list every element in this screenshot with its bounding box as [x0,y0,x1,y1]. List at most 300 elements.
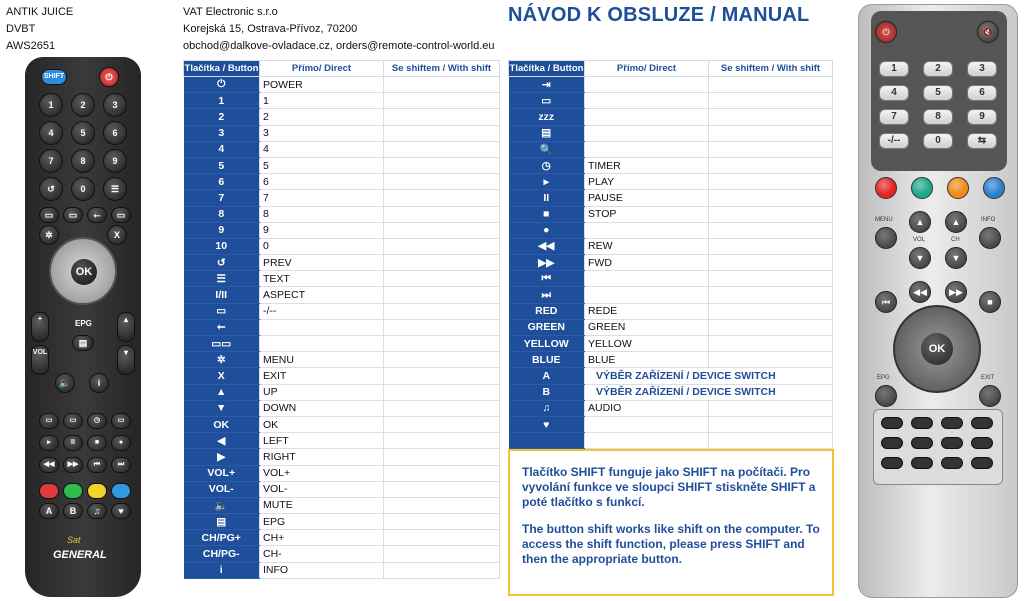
remote1-media-key[interactable]: ▭ [39,413,59,429]
shift-cell [384,93,500,109]
table-row [184,400,500,416]
button-cell: ⇥ [509,77,585,93]
remote1-key[interactable]: 2 [71,93,95,117]
button-cell: ▭▭ [184,336,260,352]
direct-cell: MUTE [260,497,384,513]
button-cell: 8 [184,206,260,222]
button-cell: ◀ [184,433,260,449]
button-cell: CH/PG+ [184,530,260,546]
remote2-key[interactable]: -/-- [879,133,909,149]
col-header-direct: Přímo/ Direct [260,61,384,77]
button-cell: VOL+ [184,465,260,481]
direct-cell: 2 [260,109,384,125]
remote1-func-button[interactable]: ▭ [111,207,131,223]
shift-cell [384,530,500,546]
shift-cell [709,222,833,238]
table-row [509,190,833,206]
direct-cell: AUDIO [585,400,709,416]
direct-cell: EPG [260,514,384,530]
remote2-ch-up[interactable]: ▲ [945,211,967,233]
table-row [509,368,833,384]
table-row [509,433,833,449]
button-cell: YELLOW [509,336,585,352]
shift-cell [384,287,500,303]
remote1-media-key[interactable]: ▶▶ [63,457,83,473]
table-row [184,319,500,335]
remote-antik-juice [25,57,141,597]
button-cell: 3 [184,125,260,141]
button-cell: ▼ [184,400,260,416]
button-cell: CH/PG- [184,546,260,562]
remote2-info-label: INFO [981,217,996,223]
direct-cell: 5 [260,157,384,173]
direct-cell: 6 [260,174,384,190]
shift-cell [709,109,833,125]
remote2-function-key[interactable] [881,437,903,449]
direct-cell: YELLOW [585,336,709,352]
direct-cell: 3 [260,125,384,141]
table-row [509,238,833,254]
table-row [184,287,500,303]
button-table-right [508,60,833,449]
table-row [509,93,833,109]
table-row [184,255,500,271]
remote2-power-button[interactable]: ⏻ [875,21,897,43]
button-cell: 9 [184,222,260,238]
remote2-prev-button[interactable]: ⏮ [875,291,897,313]
remote2-rew-button[interactable]: ◀◀ [909,281,931,303]
direct-cell: PAUSE [585,190,709,206]
direct-cell: 9 [260,222,384,238]
shift-cell [384,109,500,125]
col-header-shift: Se shiftem / With shift [384,61,500,77]
remote1-key[interactable]: ☰ [103,177,127,201]
remote1-key[interactable]: 3 [103,93,127,117]
remote2-mute-button[interactable]: 🔇 [977,21,999,43]
direct-cell: ASPECT [260,287,384,303]
shift-cell [384,416,500,432]
vendor-email: obchod@dalkove-ovladace.cz, orders@remote-control-world.eu [183,40,495,52]
remote1-key[interactable]: 5 [71,121,95,145]
vol-down-button[interactable]: VOL [31,345,49,375]
remote2-epg-button[interactable] [875,385,897,407]
table-row [184,93,500,109]
direct-cell: POWER [260,77,384,93]
button-cell: ▤ [184,514,260,530]
remote2-key[interactable]: 9 [967,109,997,125]
button-cell: i [184,562,260,578]
button-cell: ◀◀ [509,238,585,254]
shift-cell [384,336,500,352]
table-row [184,368,500,384]
remote2-key[interactable]: ⇆ [967,133,997,149]
shift-cell [709,303,833,319]
table-row [184,562,500,578]
table-row [184,433,500,449]
button-cell: ⭠ [184,319,260,335]
direct-cell: CH- [260,546,384,562]
remote2-color-key[interactable] [947,177,969,199]
table-row [509,336,833,352]
direct-cell: INFO [260,562,384,578]
shift-cell [709,206,833,222]
remote2-function-key[interactable] [881,457,903,469]
shift-cell [384,190,500,206]
direct-cell [585,93,709,109]
b-button[interactable]: B [63,503,83,519]
direct-cell: VÝBĚR ZAŘÍZENÍ / DEVICE SWITCH [585,384,833,400]
button-cell: ☰ [184,271,260,287]
table-row [184,206,500,222]
remote2-function-key[interactable] [971,417,993,429]
shift-cell [709,287,833,303]
shift-cell [384,125,500,141]
remote2-key[interactable]: 2 [923,61,953,77]
shift-cell [384,384,500,400]
table-row [184,465,500,481]
remote2-function-key[interactable] [971,457,993,469]
button-cell: ↺ [184,255,260,271]
remote1-color-key[interactable] [87,483,107,499]
remote2-vol-label: VOL [913,237,926,243]
remote1-key[interactable]: 8 [71,149,95,173]
table-row [509,287,833,303]
direct-cell: PLAY [585,174,709,190]
shift-cell [709,125,833,141]
shift-cell [709,93,833,109]
epg-button[interactable]: ▤ [72,335,94,351]
remote2-function-key[interactable] [911,457,933,469]
button-cell: 4 [184,141,260,157]
shift-cell [709,433,833,449]
button-cell: VOL- [184,481,260,497]
brand-logo: GENERAL [53,549,107,561]
remote2-menu-button[interactable] [875,227,897,249]
audio-button[interactable]: ♫ [87,503,107,519]
button-cell: ◷ [509,157,585,173]
table-row [184,109,500,125]
direct-cell [260,319,384,335]
direct-cell [585,77,709,93]
remote1-func-button[interactable]: ▭ [63,207,83,223]
col-header-button: Tlačítka / Button [184,61,260,77]
remote2-function-key[interactable] [941,417,963,429]
direct-cell [585,141,709,157]
table-row [184,546,500,562]
remote2-exit-label: EXIT [981,375,995,381]
table-row [509,319,833,335]
col-header-shift: Se shiftem / With shift [709,61,833,77]
shift-cell [709,77,833,93]
shift-cell [384,77,500,93]
direct-cell: -/-- [260,303,384,319]
table-row [184,303,500,319]
direct-cell: UP [260,384,384,400]
table-row [184,416,500,432]
table-row [509,400,833,416]
direct-cell: 7 [260,190,384,206]
remote1-media-key[interactable]: ◀◀ [39,457,59,473]
shift-cell [384,271,500,287]
remote2-info-button[interactable] [979,227,1001,249]
vendor-info [183,4,495,55]
button-cell: ▭ [184,303,260,319]
shift-cell [384,303,500,319]
button-cell: ● [509,222,585,238]
remote1-key[interactable]: ↺ [39,177,63,201]
table-row [509,157,833,173]
power-button[interactable]: ⏻ [99,67,119,87]
direct-cell: 8 [260,206,384,222]
remote1-media-key[interactable]: ⏭ [111,457,131,473]
button-cell: ▭ [509,93,585,109]
button-cell: A [509,368,585,384]
remote2-exit-button[interactable] [979,385,1001,407]
table-row [509,125,833,141]
model-info [6,4,73,55]
table-row [184,384,500,400]
shift-cell [709,141,833,157]
remote1-key[interactable]: 4 [39,121,63,145]
shift-cell [709,336,833,352]
remote1-func-button[interactable]: ▭ [39,207,59,223]
remote2-epg-label: EPG [877,375,890,381]
button-cell: ▸ [509,174,585,190]
button-cell: 🔍 [509,141,585,157]
favorite-button[interactable]: ♥ [111,503,131,519]
ch-down-button[interactable]: ▾ [117,345,135,375]
remote1-media-key[interactable]: ⏮ [87,457,107,473]
shift-cell [384,319,500,335]
shift-cell [384,368,500,384]
button-cell: B [509,384,585,400]
remote2-vol-down[interactable]: ▼ [909,247,931,269]
mute-button[interactable]: 🔈 [55,373,75,393]
direct-cell: TIMER [585,157,709,173]
remote1-color-key[interactable] [39,483,59,499]
remote2-ok-button[interactable]: OK [921,333,953,365]
remote1-key[interactable]: 0 [71,177,95,201]
table-row [509,416,833,432]
remote2-ch-down[interactable]: ▼ [945,247,967,269]
remote1-key[interactable]: 7 [39,149,63,173]
button-cell: zzz [509,109,585,125]
shift-cell [384,352,500,368]
button-cell: ▶ [184,449,260,465]
table-row [509,271,833,287]
button-cell: ▶▶ [509,255,585,271]
button-cell: OK [184,416,260,432]
remote2-key[interactable]: 5 [923,85,953,101]
table-row [509,352,833,368]
button-cell: 7 [184,190,260,206]
table-row [184,514,500,530]
shift-cell [384,497,500,513]
button-cell: ⏻ [184,77,260,93]
remote1-media-key[interactable]: ● [111,435,131,451]
shift-cell [709,190,833,206]
remote2-key[interactable]: 7 [879,109,909,125]
shift-cell [384,465,500,481]
table-row [509,303,833,319]
remote2-vol-up[interactable]: ▲ [909,211,931,233]
remote2-menu-label: MENU [875,217,893,223]
remote1-media-key[interactable]: ▭ [63,413,83,429]
shift-cell [384,546,500,562]
shift-cell [709,255,833,271]
table-row [184,271,500,287]
remote2-function-key[interactable] [941,457,963,469]
table-row [184,141,500,157]
table-row [184,530,500,546]
remote2-key[interactable]: 1 [879,61,909,77]
shift-cell [384,562,500,578]
table-row [509,77,833,93]
remote1-media-key[interactable]: II [63,435,83,451]
table-row [184,497,500,513]
direct-cell: VÝBĚR ZAŘÍZENÍ / DEVICE SWITCH [585,368,833,384]
direct-cell: PREV [260,255,384,271]
model-line-3: AWS2651 [6,40,56,52]
table-row [184,190,500,206]
table-row [509,141,833,157]
table-row [509,109,833,125]
remote1-color-key[interactable] [111,483,131,499]
a-button[interactable]: A [39,503,59,519]
remote2-color-key[interactable] [911,177,933,199]
direct-cell [585,433,709,449]
direct-cell: RIGHT [260,449,384,465]
shift-cell [384,481,500,497]
info-button[interactable]: i [89,373,109,393]
remote1-key[interactable]: 9 [103,149,127,173]
remote2-function-key[interactable] [911,417,933,429]
button-cell: GREEN [509,319,585,335]
vol-up-button[interactable]: + [31,312,49,342]
direct-cell: 0 [260,238,384,254]
direct-cell: MENU [260,352,384,368]
remote2-color-key[interactable] [983,177,1005,199]
model-line-1: ANTIK JUICE [6,6,74,18]
vendor-name: VAT Electronic s.r.o [183,6,278,18]
shift-cell [709,271,833,287]
shift-cell [384,400,500,416]
shift-cell [384,514,500,530]
button-cell: ♫ [509,400,585,416]
remote2-ch-label: CH [951,237,960,243]
note-english: The button shift works like shift on the computer. To access the shift function, please press SHIFT and then the appropriate button. [522,522,820,566]
remote2-function-key[interactable] [941,437,963,449]
direct-cell: LEFT [260,433,384,449]
shift-cell [709,157,833,173]
button-table-left [183,60,500,579]
remote2-key[interactable]: 6 [967,85,997,101]
shift-cell [709,400,833,416]
shift-cell [709,416,833,432]
remote2-key[interactable]: 4 [879,85,909,101]
button-cell: ✲ [184,352,260,368]
table-row [184,481,500,497]
remote1-func-button[interactable]: ⭠ [87,207,107,223]
menu-button[interactable]: ✲ [39,225,59,245]
page-title: NÁVOD K OBSLUZE / MANUAL [508,4,810,26]
direct-cell: GREEN [585,319,709,335]
vendor-address: Korejská 15, Ostrava-Přívoz, 70200 [183,23,358,35]
button-cell: ⏮ [509,271,585,287]
remote2-key[interactable]: 8 [923,109,953,125]
shift-cell [384,141,500,157]
button-cell: 5 [184,157,260,173]
remote2-stop-button[interactable]: ■ [979,291,1001,313]
remote1-media-key[interactable]: ■ [87,435,107,451]
remote1-media-key[interactable]: ▸ [39,435,59,451]
remote-original [858,4,1018,598]
shift-cell [384,222,500,238]
button-cell: X [184,368,260,384]
shift-cell [709,319,833,335]
button-cell: ▤ [509,125,585,141]
direct-cell: 1 [260,93,384,109]
remote1-color-key[interactable] [63,483,83,499]
direct-cell [260,336,384,352]
remote2-key[interactable]: 3 [967,61,997,77]
button-cell: RED [509,303,585,319]
remote1-key[interactable]: 1 [39,93,63,117]
button-cell: I/II [184,287,260,303]
table-row [509,255,833,271]
table-row [509,206,833,222]
table-row [509,222,833,238]
remote1-ok-button[interactable]: OK [71,259,97,285]
exit-button[interactable]: X [107,225,127,245]
remote1-epg-label: EPG [75,319,92,328]
remote2-key[interactable]: 0 [923,133,953,149]
remote2-function-key[interactable] [881,417,903,429]
remote1-media-key[interactable]: ◷ [87,413,107,429]
col-header-button: Tlačítka / Button [509,61,585,77]
shift-note [508,449,834,596]
table-row [184,157,500,173]
shift-cell [384,255,500,271]
shift-cell [709,238,833,254]
button-cell [509,433,585,449]
button-cell: BLUE [509,352,585,368]
remote2-function-key[interactable] [971,437,993,449]
shift-cell [384,449,500,465]
remote2-fwd-button[interactable]: ▶▶ [945,281,967,303]
remote2-function-key[interactable] [911,437,933,449]
remote1-media-key[interactable]: ▭ [111,413,131,429]
direct-cell: STOP [585,206,709,222]
button-cell: ▲ [184,384,260,400]
shift-button[interactable]: SHIFT [41,69,67,85]
table-row [184,174,500,190]
note-czech: Tlačítko SHIFT funguje jako SHIFT na počítači. Pro vyvolání funkce ve sloupci SHIFT stiskněte SHIFT a poté tlačítko s funkcí. [522,465,816,509]
brand-prefix: Sat [67,535,81,545]
remote2-color-key[interactable] [875,177,897,199]
button-cell: ⏭ [509,287,585,303]
direct-cell: TEXT [260,271,384,287]
ch-up-button[interactable]: ▴ [117,312,135,342]
direct-cell [585,109,709,125]
button-cell: 6 [184,174,260,190]
table-row [184,238,500,254]
remote1-key[interactable]: 6 [103,121,127,145]
direct-cell: FWD [585,255,709,271]
direct-cell: CH+ [260,530,384,546]
direct-cell [585,125,709,141]
direct-cell [585,271,709,287]
